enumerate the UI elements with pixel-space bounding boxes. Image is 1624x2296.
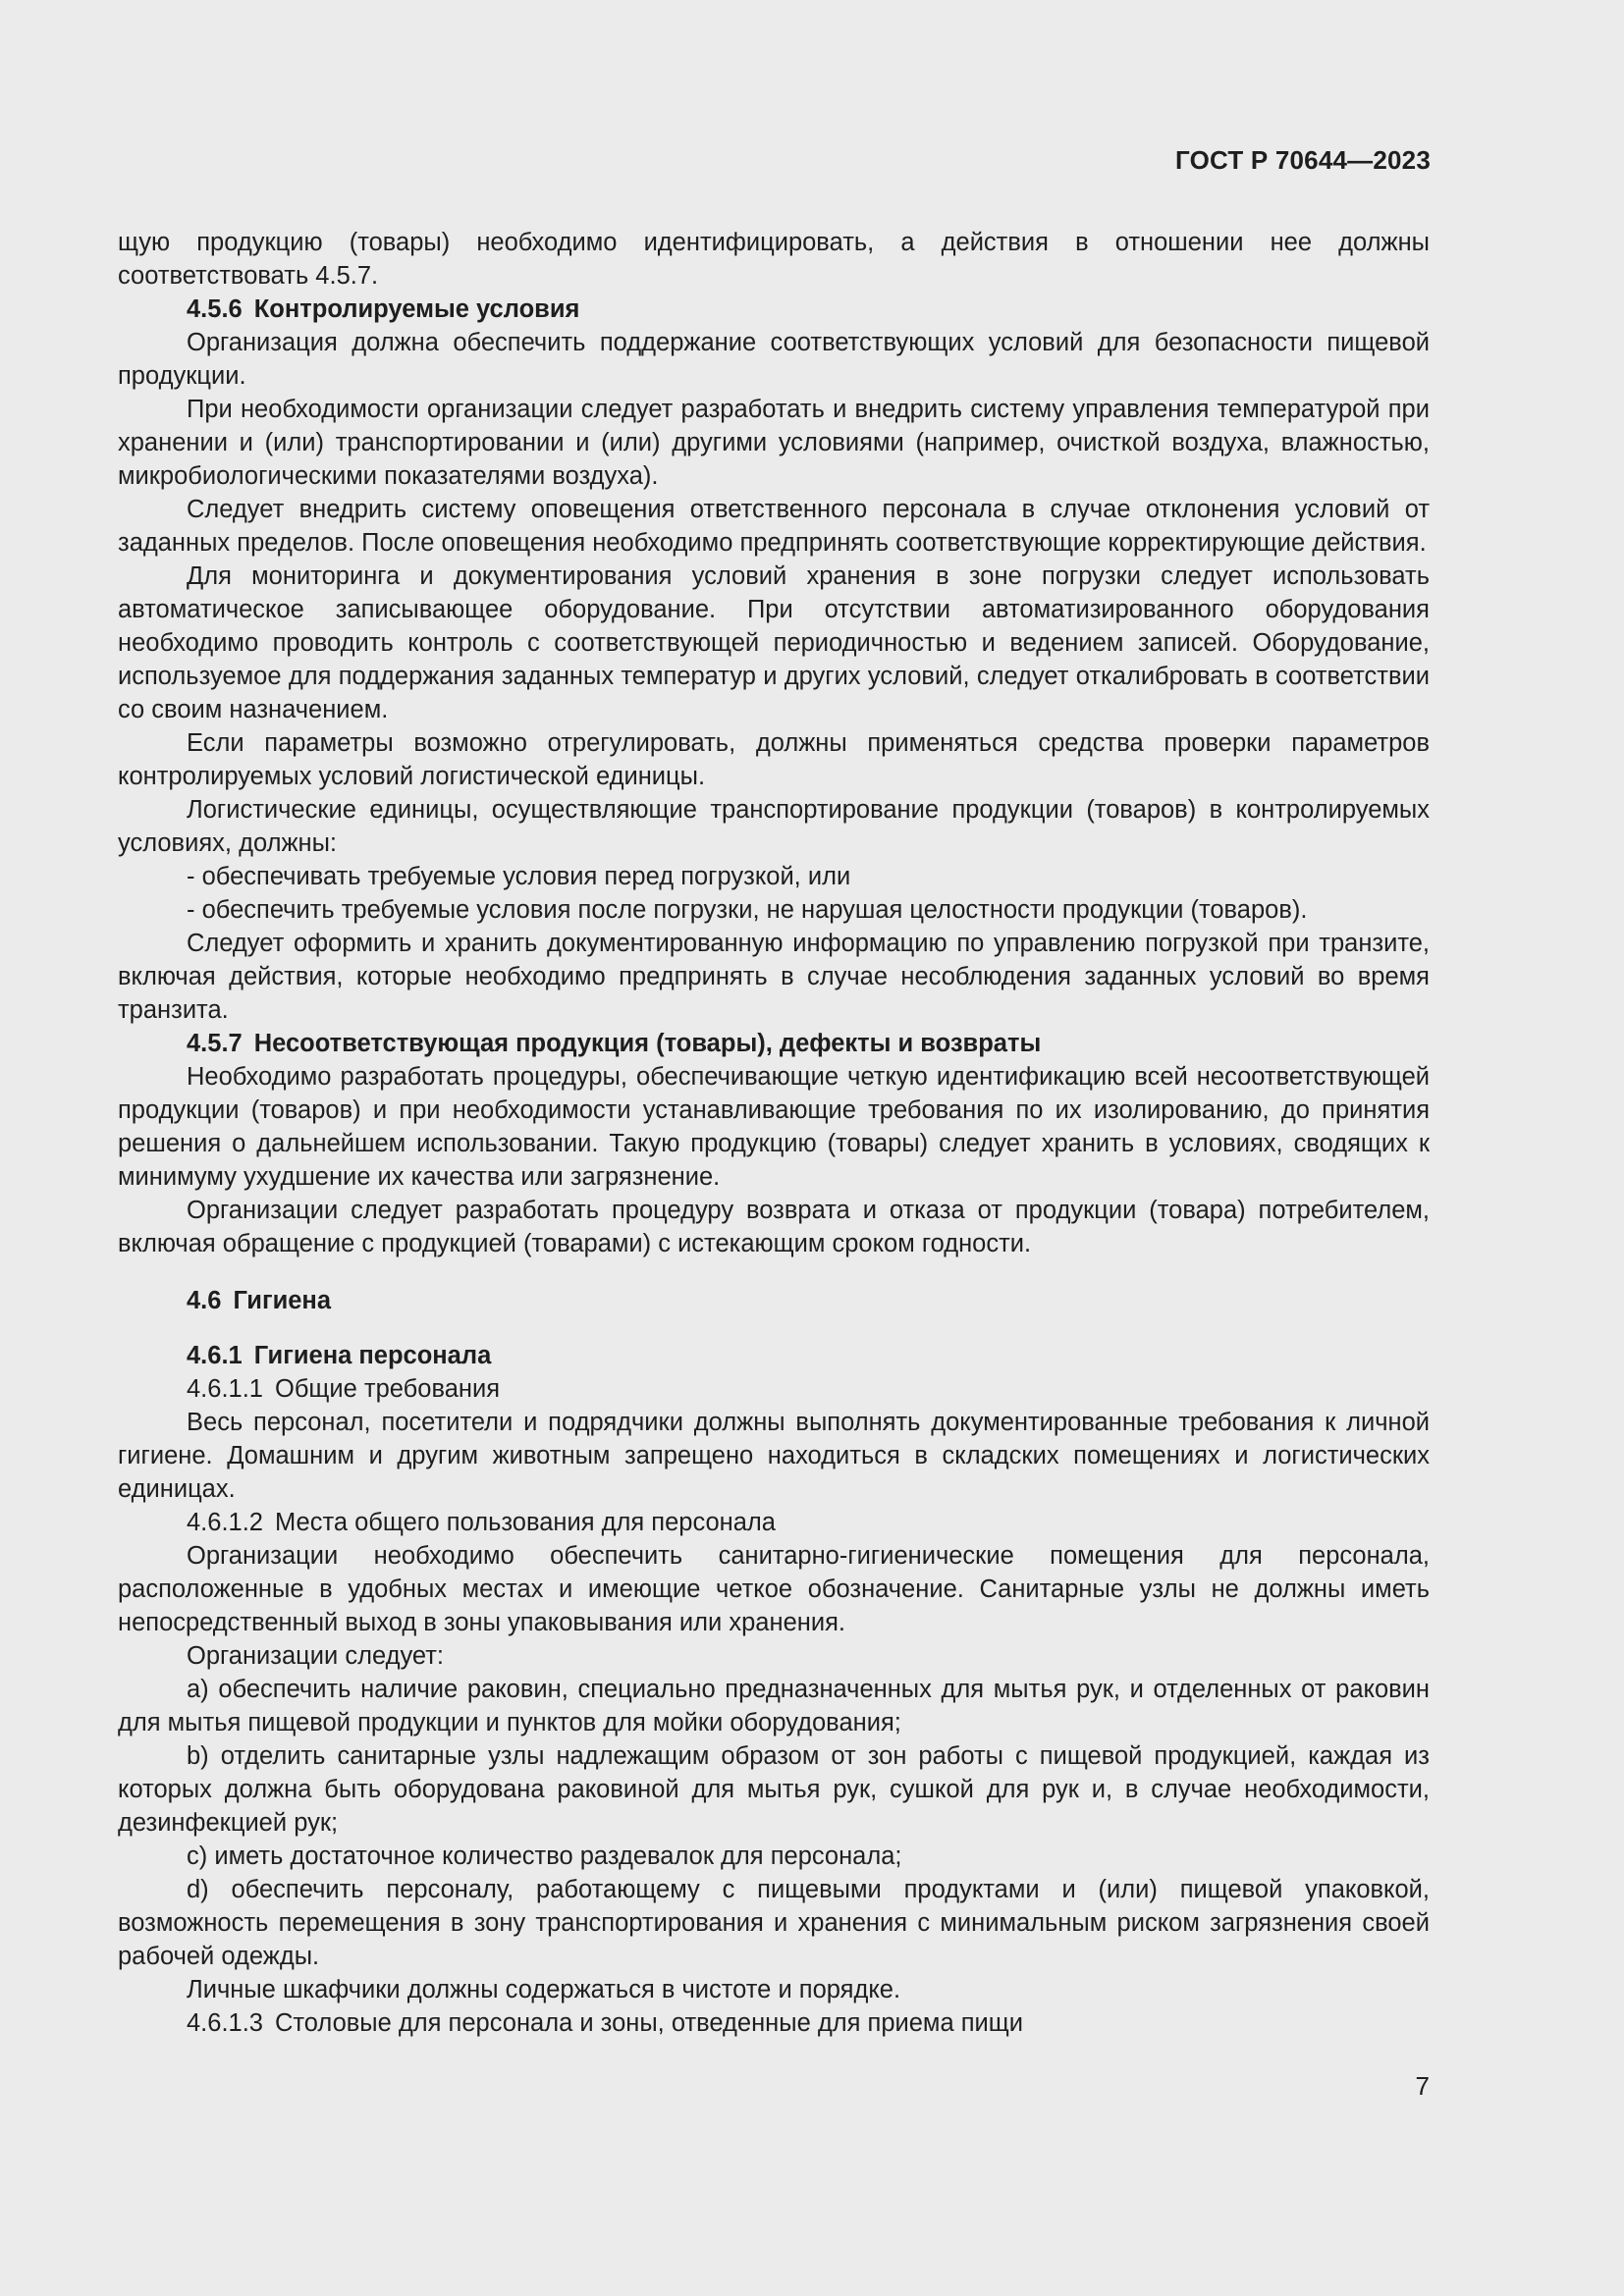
section-heading-4-5-7 — [118, 1027, 1430, 1060]
document-code-header: ГОСТ Р 70644—2023 — [1175, 145, 1431, 175]
section-title: Контролируемые условия — [253, 295, 580, 323]
section-heading-4-6-1 — [118, 1339, 1430, 1372]
section-number: 4.6.1 — [187, 1342, 243, 1369]
paragraph: Если параметры возможно отрегулировать, должны применяться средства проверки параметров контролируемых условий логистической единицы. — [118, 729, 1430, 790]
list-item: a) обеспечить наличие раковин, специально предназначенных для мытья рук, и отделенных от раковин для мытья пищевой продукции и пунктов для мойки оборудования; — [118, 1676, 1430, 1736]
section-number: 4.6.1.1 — [187, 1375, 263, 1403]
section-title: Гигиена — [233, 1287, 332, 1314]
section-title: Столовые для персонала и зоны, отведенные для приема пищи — [274, 2009, 1023, 2037]
section-title: Общие требования — [274, 1375, 501, 1403]
section-title: Гигиена персонала — [253, 1342, 492, 1369]
document-body — [118, 226, 1430, 2040]
section-number: 4.6 — [187, 1287, 222, 1314]
paragraph: Организации следует разработать процедуру возврата и отказа от продукции (товара) потребителем, включая обращение с продукцией (товарами) с истекающим сроком годности. — [118, 1197, 1430, 1257]
paragraph: Весь персонал, посетители и подрядчики должны выполнять документированные требования к личной гигиене. Домашним и другим животным запрещено находиться в складских помещениях и логистических единицах. — [118, 1409, 1430, 1503]
paragraph: Организации следует: — [187, 1642, 445, 1670]
list-item: c) иметь достаточное количество раздевалок для персонала; — [187, 1842, 902, 1870]
page-number: 7 — [1415, 2071, 1430, 2101]
paragraph: щую продукцию (товары) необходимо идентифицировать, а действия в отношении нее должны соответствовать 4.5.7. — [118, 229, 1430, 290]
subsection-heading-4-6-1-1 — [118, 1372, 1430, 1406]
section-number: 4.6.1.3 — [187, 2009, 263, 2037]
section-title: Места общего пользования для персонала — [274, 1509, 776, 1536]
paragraph: Логистические единицы, осуществляющие транспортирование продукции (товаров) в контролируемых условиях, должны: — [118, 796, 1430, 857]
paragraph: Организация должна обеспечить поддержание соответствующих условий для безопасности пищевой продукции. — [118, 329, 1430, 390]
paragraph: При необходимости организации следует разработать и внедрить систему управления температурой при хранении и (или) транспортировании и (или) другими условиями (например, очисткой воздуха, влажностью, микробиологическими показателями воздуха). — [118, 396, 1430, 490]
section-number: 4.5.6 — [187, 295, 243, 323]
section-title: Несоответствующая продукция (товары), дефекты и возвраты — [253, 1030, 1042, 1057]
paragraph: Для мониторинга и документирования условий хранения в зоне погрузки следует использовать автоматическое записывающее оборудование. При отсутствии автоматизированного оборудования необходимо проводить контроль с соответствующей периодичностью и ведением записей. Оборудование, используемое для поддержания заданных температур и других условий, следует откалибровать в соответствии со своим назначением. — [118, 562, 1430, 723]
section-number: 4.5.7 — [187, 1030, 243, 1057]
section-number: 4.6.1.2 — [187, 1509, 263, 1536]
paragraph: Необходимо разработать процедуры, обеспечивающие четкую идентификацию всей несоответствующей продукции (товаров) и при необходимости устанавливающие требования по их изолированию, до принятия решения о дальнейшем использовании. Такую продукцию (товары) следует хранить в условиях, сводящих к минимуму ухудшение их качества или загрязнение. — [118, 1063, 1430, 1191]
paragraph: Следует оформить и хранить документированную информацию по управлению погрузкой при транзите, включая действия, которые необходимо предпринять в случае несоблюдения заданных условий во время транзита. — [118, 930, 1430, 1024]
paragraph: Следует внедрить систему оповещения ответственного персонала в случае отклонения условий от заданных пределов. После оповещения необходимо предпринять соответствующие корректирующие действия. — [118, 496, 1430, 557]
subsection-heading-4-6-1-3 — [118, 2006, 1430, 2040]
list-item: b) отделить санитарные узлы надлежащим образом от зон работы с пищевой продукцией, каждая из которых должна быть оборудована раковиной для мытья рук, сушкой для рук и, в случае необходимости, дезинфекцией рук; — [118, 1742, 1430, 1837]
list-item: - обеспечить требуемые условия после погрузки, не нарушая целостности продукции (товаров). — [187, 896, 1308, 924]
section-heading-4-6 — [118, 1284, 1430, 1317]
paragraph: Личные шкафчики должны содержаться в чистоте и порядке. — [187, 1976, 901, 2003]
list-item: - обеспечивать требуемые условия перед погрузкой, или — [187, 863, 851, 890]
paragraph: Организации необходимо обеспечить санитарно-гигиенические помещения для персонала, расположенные в удобных местах и имеющие четкое обозначение. Санитарные узлы не должны иметь непосредственный выход в зоны упаковывания или хранения. — [118, 1542, 1430, 1636]
section-heading-4-5-6 — [118, 293, 1430, 326]
subsection-heading-4-6-1-2 — [118, 1506, 1430, 1539]
list-item: d) обеспечить персоналу, работающему с пищевыми продуктами и (или) пищевой упаковкой, возможность перемещения в зону транспортирования и хранения с минимальным риском загрязнения своей рабочей одежды. — [118, 1876, 1430, 1970]
